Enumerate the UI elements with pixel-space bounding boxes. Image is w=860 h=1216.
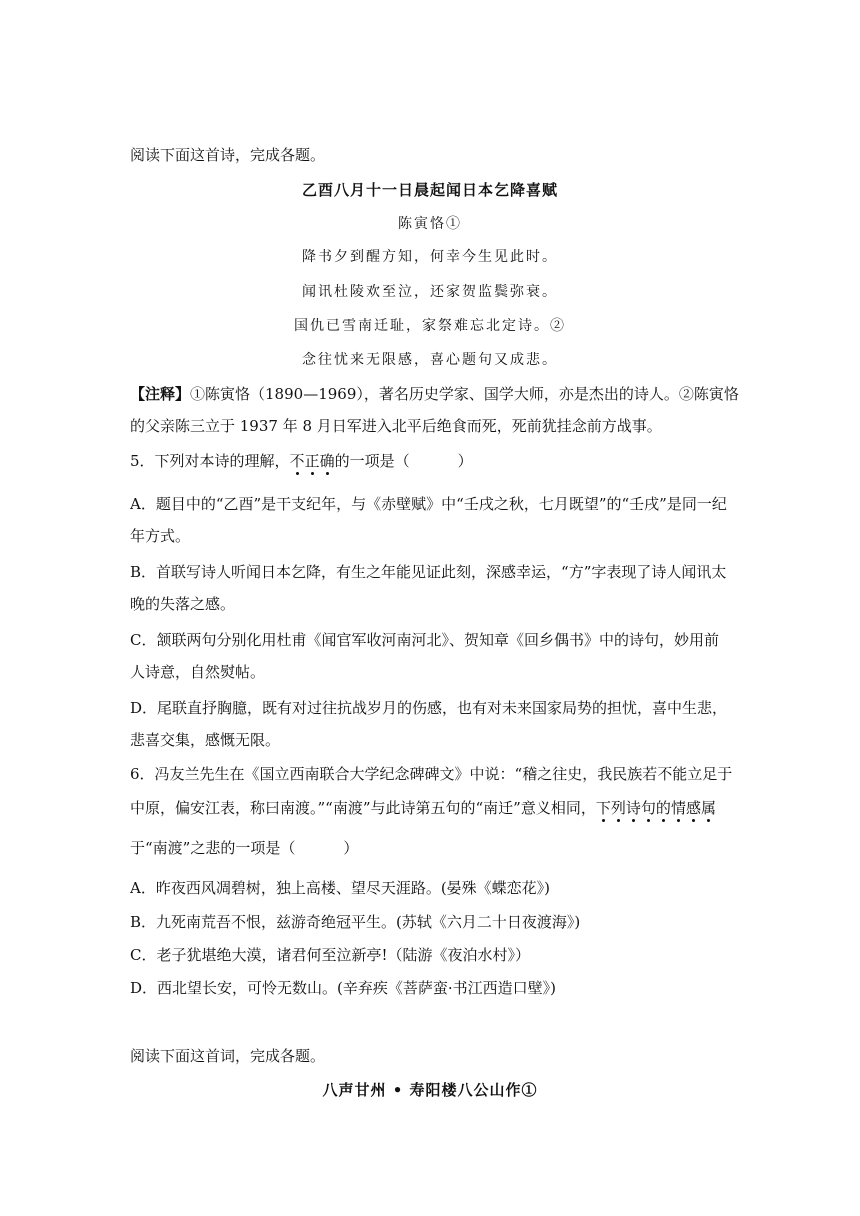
emphasis-char: 确 xyxy=(319,452,335,470)
emphasis-char: 列 xyxy=(610,799,626,817)
emphasis-char: 的 xyxy=(655,799,671,817)
q5-stem-text-2: 的一项是（ xyxy=(334,452,410,470)
emphasis-char: 正 xyxy=(304,452,320,470)
note-text: ①陈寅恪（1890—1969），著名历史学家、国学大师，亦是杰出的诗人。②陈寅恪 xyxy=(190,385,739,403)
emphasis-char: 诗 xyxy=(625,799,641,817)
note-label: 【注释】 xyxy=(130,385,191,403)
q6-option-a: A．昨夜西风凋碧树，独上高楼、望尽天涯路。(晏殊《蝶恋花》) xyxy=(130,879,551,897)
emphasis-char: 不 xyxy=(289,452,305,470)
q6-option-d: D．西北望长安，可怜无数山。(辛弃疾《菩萨蛮·书江西造口壁》) xyxy=(130,979,557,997)
q5-option-b-cont: 晚的失落之感。 xyxy=(130,595,236,613)
emphasis-char: 句 xyxy=(640,799,656,817)
poem2-title: 八声甘州 • 寿阳楼八公山作① xyxy=(322,1081,538,1099)
q5-stem-text: 5．下列对本诗的理解， xyxy=(130,452,290,470)
q5-option-c: C．颔联两句分别化用杜甫《闻官军收河南河北》、贺知章《回乡偶书》中的诗句，妙用前 xyxy=(130,631,719,649)
q5-option-a: A．题目中的“乙酉”是干支纪年，与《赤壁赋》中“壬戌之秋，七月既望”的“壬戌”是同一纪 xyxy=(130,495,727,513)
question-6-stem-cont xyxy=(130,798,716,818)
emphasis-char: 情 xyxy=(670,799,686,817)
poem-title: 乙酉八月十一日晨起闻日本乞降喜赋 xyxy=(301,181,558,199)
q5-emphasis xyxy=(290,452,335,470)
emphasis-char: 下 xyxy=(595,799,611,817)
emphasis-char: 属 xyxy=(700,799,716,817)
q5-option-a-cont: 年方式。 xyxy=(130,527,191,545)
question-6-stem: 6．冯友兰先生在《国立西南联合大学纪念碑碑文》中说：“稽之往史，我民族若不能立足于 xyxy=(130,765,733,783)
q6-option-c: C．老子犹堪绝大漠，诸君何至泣新亭!（陆游《夜泊水村》） xyxy=(130,946,531,964)
question-5-stem xyxy=(130,451,473,471)
question-6-stem-end xyxy=(130,838,358,858)
section2-intro: 阅读下面这首词，完成各题。 xyxy=(130,1047,326,1065)
poem-line-1: 降书夕到醒方知，何幸今生见此时。 xyxy=(302,249,558,265)
q5-option-b: B．首联写诗人听闻日本乞降，有生之年能见证此刻，深感幸运，“方”字表现了诗人闻讯太 xyxy=(130,563,727,581)
q5-stem-close: ） xyxy=(457,452,473,470)
poem-line-3: 国仇已雪南迁耻，家祭难忘北定诗。② xyxy=(294,318,566,334)
poem-note xyxy=(130,384,739,404)
q6-option-b: B．九死南荒吾不恨，兹游奇绝冠平生。(苏轼《六月二十日夜渡海》) xyxy=(130,913,581,931)
poem-line-2: 闻讯杜陵欢至泣，还家贺监鬓弥衰。 xyxy=(302,284,558,300)
q5-option-d-cont: 悲喜交集，感慨无限。 xyxy=(130,731,281,749)
section1-intro: 阅读下面这首诗，完成各题。 xyxy=(130,146,326,164)
poem-note-cont: 的父亲陈三立于 1937 年 8 月日军进入北平后绝食而死，死前犹挂念前方战事。 xyxy=(130,417,662,435)
poem-line-4: 念往忧来无限感，喜心题句又成悲。 xyxy=(302,352,558,368)
q6-emphasis xyxy=(596,799,716,817)
q5-option-d: D．尾联直抒胸臆，既有对过往抗战岁月的伤感，也有对未来国家局势的担忧，喜中生悲， xyxy=(130,699,728,717)
q6-stem-text-2: 于“南渡”之悲的一项是（ xyxy=(130,839,296,857)
q6-stem-close: ） xyxy=(343,839,359,857)
emphasis-char: 感 xyxy=(685,799,701,817)
poem-author: 陈寅恪① xyxy=(398,216,462,232)
q6-stem-text: 中原，偏安江表，称曰南渡。”“南渡”与此诗第五句的“南迁”意义相同， xyxy=(130,799,596,817)
q5-option-c-cont: 人诗意，自然熨帖。 xyxy=(130,663,266,681)
